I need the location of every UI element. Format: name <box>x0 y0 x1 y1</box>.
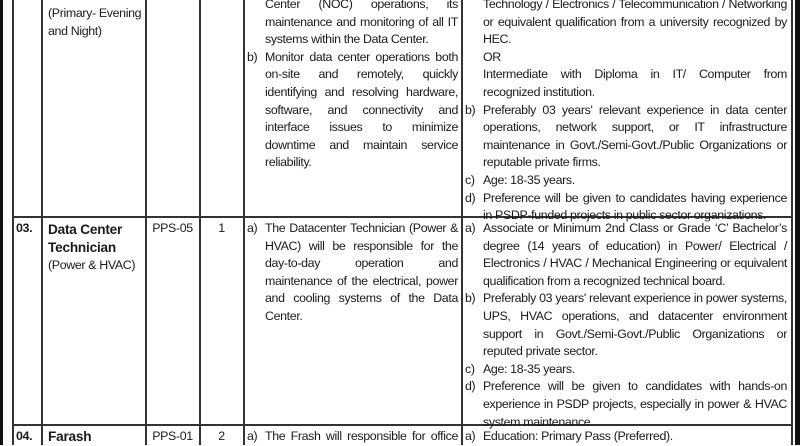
duties-cell <box>245 220 458 326</box>
list-item: d) Preference will be given to candidates with hands-on experience in PSDP projects, especially in power & HVAC system maintenance. <box>465 379 787 429</box>
row-number: 04. <box>16 429 33 443</box>
column-divider <box>12 0 14 445</box>
duties-cell <box>245 0 458 172</box>
qualification-cell <box>463 220 787 431</box>
list-item: c) Age: 18-35 years. <box>465 172 575 187</box>
list-item: b) Monitor data center operations both on-site and remotely, quickly identifying and resolving hardware, software, and connectivity and interface issues to minimize downtime and maintain service reliability. <box>247 49 458 170</box>
post-title: Data Center Technician <box>48 222 123 255</box>
list-item: a) The Datacenter Technician (Power & HVAC) will be responsible for the day-to-day operation and maintenance of the electrical, power and cooling systems of the Data Center. <box>247 221 458 323</box>
qualification-cell <box>463 428 787 446</box>
post-title: Farash <box>48 429 92 444</box>
list-item: b) Preferably 03 years' relevant experience in data center operations, network support, or IT infrastructure maintenance in Govt./Semi-Govt./Public Organizations or reputable private firms. <box>465 102 787 170</box>
list-item: d) Preference will be given to candidates having experience in PSDP-funded projects in public sector organizations. <box>465 190 787 223</box>
page-edge-right <box>795 0 800 445</box>
post-subtitle: (Primary- Evening and Night) <box>48 6 142 38</box>
list-item: a) The Frash will responsible for office <box>247 429 458 443</box>
column-divider <box>41 0 43 445</box>
pay-scale: PPS-05 <box>152 221 193 235</box>
post-count: 1 <box>218 221 225 235</box>
page-edge-left <box>0 0 3 445</box>
list-item: a) Education: Primary Pass (Preferred). <box>465 429 673 443</box>
post-subtitle: (Power & HVAC) <box>48 258 136 272</box>
pay-scale: PPS-01 <box>152 429 193 443</box>
list-item: b) Preferably 03 years' relevant experience in power systems, UPS, HVAC operations, and datacenter environment support in Govt./Semi-Govt./Public Organizations or reputed private sector. <box>465 291 787 359</box>
post-count: 2 <box>218 429 225 443</box>
post-name <box>48 221 143 275</box>
row-number: 03. <box>16 221 33 235</box>
list-item: Center (NOC) operations, its maintenance and monitoring of all IT systems within the Data Center. <box>265 0 458 47</box>
duties-cell <box>245 428 458 446</box>
list-item: c) Age: 18-35 years. <box>465 361 575 376</box>
column-divider <box>791 0 793 445</box>
qualification-cell: Technology / Electronics / Telecommunication / Networking or equivalent qualification from a university recognized by HEC. OR Intermediate with Diploma in IT/ Computer from recognized institution. b) Preferably 03 years' relevant experience in data center operations, network support, or IT infrastructure maintenance in Govt./Semi-Govt./Public Organizations or reputable private firms. c) Age: 18-35 years. d) Preference will be given to candidates having experience in PSDP-funded projects in public sector organizations. <box>463 0 787 225</box>
list-item: a) Associate or Minimum 2nd Class or Grade ‘C’ Bachelor’s degree (14 years of education) in Power/ Electrical / Electronics / HVAC / Mechanical Engineering or equivalent qualification from a recognized technical board. <box>465 221 787 288</box>
